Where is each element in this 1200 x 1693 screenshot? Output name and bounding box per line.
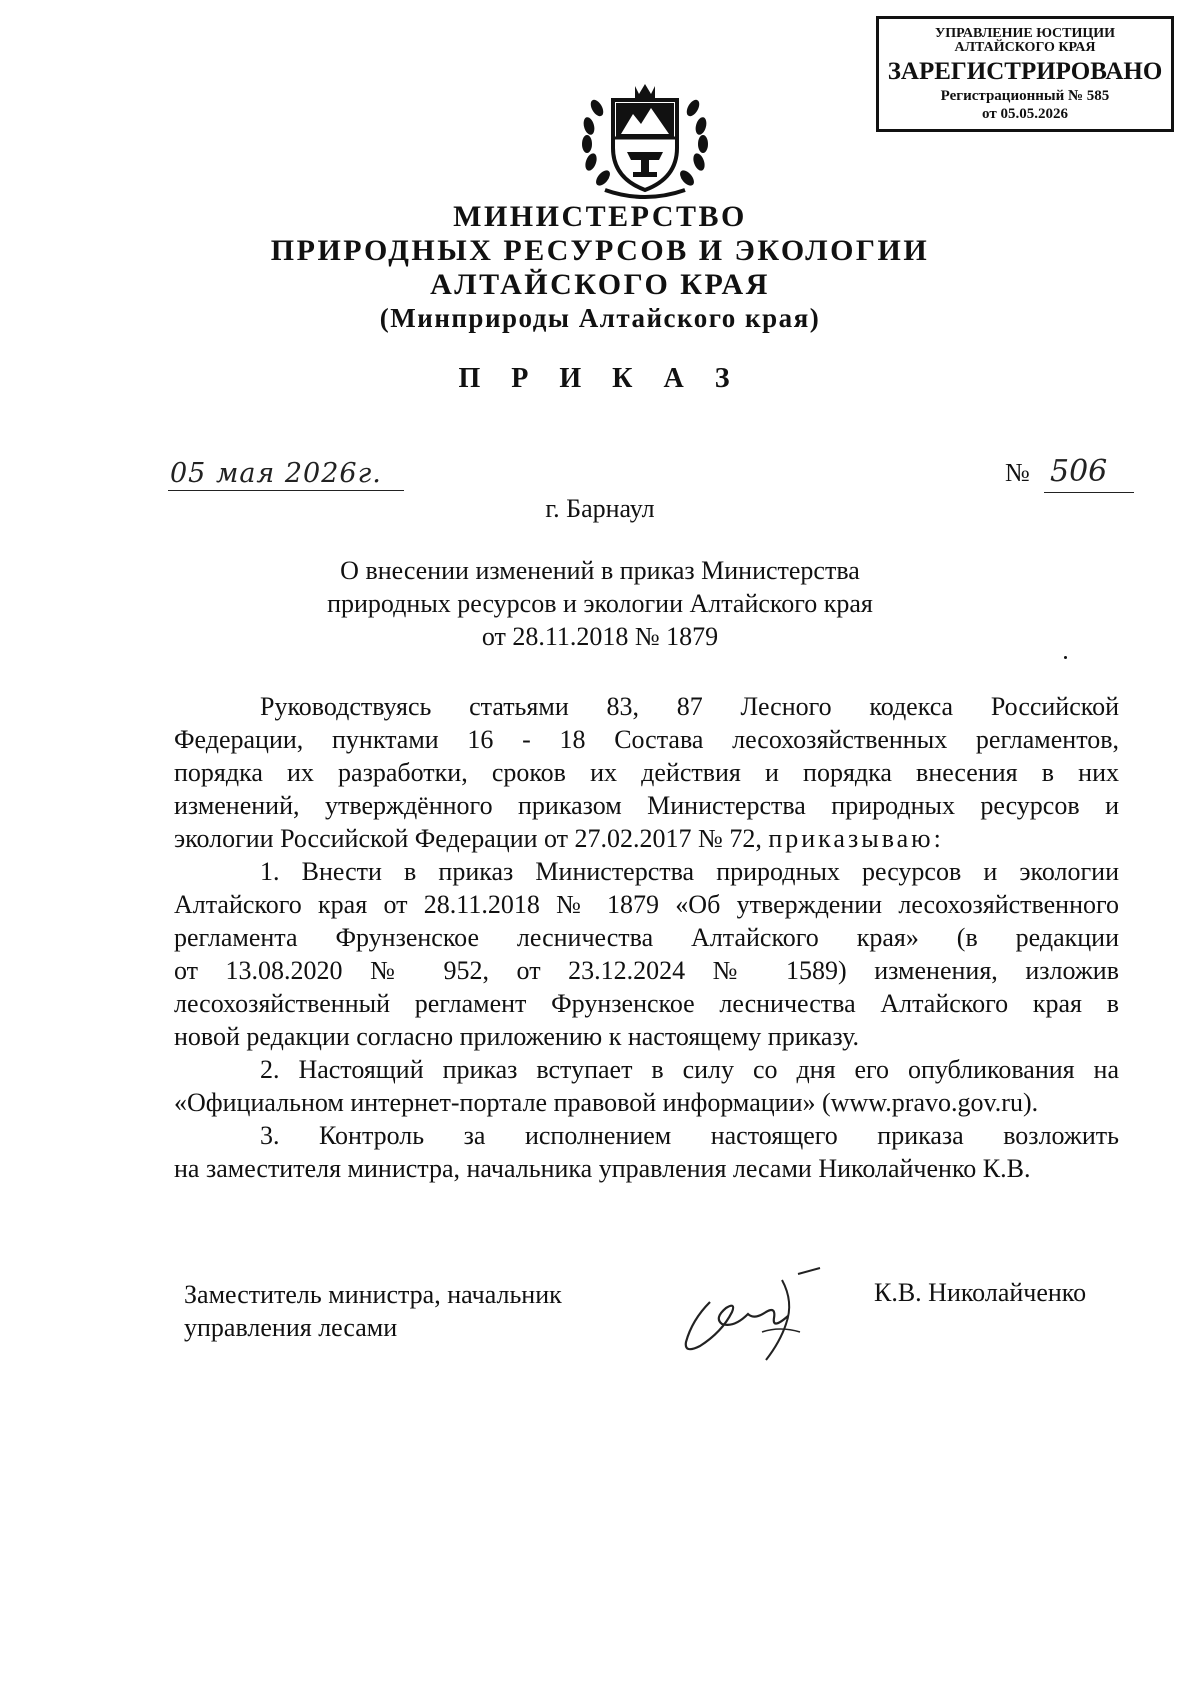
handwritten-signature-icon xyxy=(670,1262,840,1372)
body-line: 1. Внести в приказ Министерства природных ресурсов и экологии xyxy=(260,857,1119,886)
signatory-title-line: управления лесами xyxy=(184,1313,398,1342)
registration-stamp xyxy=(876,16,1174,132)
stamp-reg-date: от 05.05.2026 xyxy=(982,106,1068,122)
altai-coat-of-arms-icon xyxy=(575,78,715,204)
preamble-end: экологии Российской Федерации от 27.02.2017 № 72, xyxy=(174,824,762,853)
order-number-label: № xyxy=(1005,458,1030,487)
order-subject xyxy=(0,554,1200,653)
decree-word: приказываю: xyxy=(768,824,944,853)
stamp-reg-number: Регистрационный № 585 xyxy=(940,88,1110,104)
number-underline xyxy=(1044,492,1134,493)
signatory-title xyxy=(184,1278,562,1344)
body-line: Руководствуясь статьями 83, 87 Лесного кодекса Российской xyxy=(260,692,1119,721)
signatory-title-line: Заместитель министра, начальник xyxy=(184,1280,562,1309)
subject-line: от 28.11.2018 № 1879 xyxy=(481,622,719,651)
ministry-name-line3: АЛТАЙСКОГО КРАЯ xyxy=(430,268,770,301)
ministry-name-line1: МИНИСТЕРСТВО xyxy=(453,200,747,233)
subject-line: природных ресурсов и экологии Алтайского края xyxy=(327,589,873,618)
stamp-authority-line1: УПРАВЛЕНИЕ ЮСТИЦИИ xyxy=(935,26,1115,41)
body-line: порядка их разработки, сроков их действия и порядка внесения в них xyxy=(174,758,1119,787)
order-date: 05 мая 2026г. xyxy=(170,458,382,489)
body-line: лесохозяйственный регламент Фрунзенское лесничества Алтайского края в xyxy=(174,989,1119,1018)
signatory-name: К.В. Николайченко xyxy=(874,1278,1087,1307)
subject-line: О внесении изменений в приказ Министерства xyxy=(340,556,860,585)
body-line: регламента Фрунзенское лесничества Алтайского края» (в редакции xyxy=(174,923,1119,952)
order-body xyxy=(174,690,1119,1185)
stamp-authority-line2: АЛТАЙСКОГО КРАЯ xyxy=(954,40,1096,55)
body-line: Федерации, пунктами 16 - 18 Состава лесохозяйственных регламентов, xyxy=(174,725,1119,754)
body-line: изменений, утверждённого приказом Министерства природных ресурсов и xyxy=(174,791,1119,820)
document-type-title: П Р И К А З xyxy=(458,363,742,394)
ministry-name-line2: ПРИРОДНЫХ РЕСУРСОВ И ЭКОЛОГИИ xyxy=(270,234,930,267)
date-underline xyxy=(168,490,404,491)
ministry-short-name: (Минприроды Алтайского края) xyxy=(379,303,821,333)
body-line: новой редакции согласно приложению к настоящему приказу. xyxy=(174,1022,860,1051)
body-line: «Официальном интернет-портале правовой информации» (www.pravo.gov.ru). xyxy=(174,1088,1039,1117)
body-line: 2. Настоящий приказ вступает в силу со дня его опубликования на xyxy=(260,1055,1119,1084)
body-line: Алтайского края от 28.11.2018 № 1879 «Об утверждении лесохозяйственного xyxy=(174,890,1119,919)
stray-mark xyxy=(1064,656,1067,659)
body-line: на заместителя министра, начальника управления лесами Николайченко К.В. xyxy=(174,1154,1031,1183)
order-number: 506 xyxy=(1050,454,1108,489)
body-line: от 13.08.2020 № 952, от 23.12.2024 № 1589) изменения, изложив xyxy=(174,956,1119,985)
body-line: 3. Контроль за исполнением настоящего приказа возложить xyxy=(260,1121,1119,1150)
stamp-status: ЗАРЕГИСТРИРОВАНО xyxy=(887,58,1163,85)
order-city: г. Барнаул xyxy=(545,494,655,523)
body-line xyxy=(174,822,1119,855)
